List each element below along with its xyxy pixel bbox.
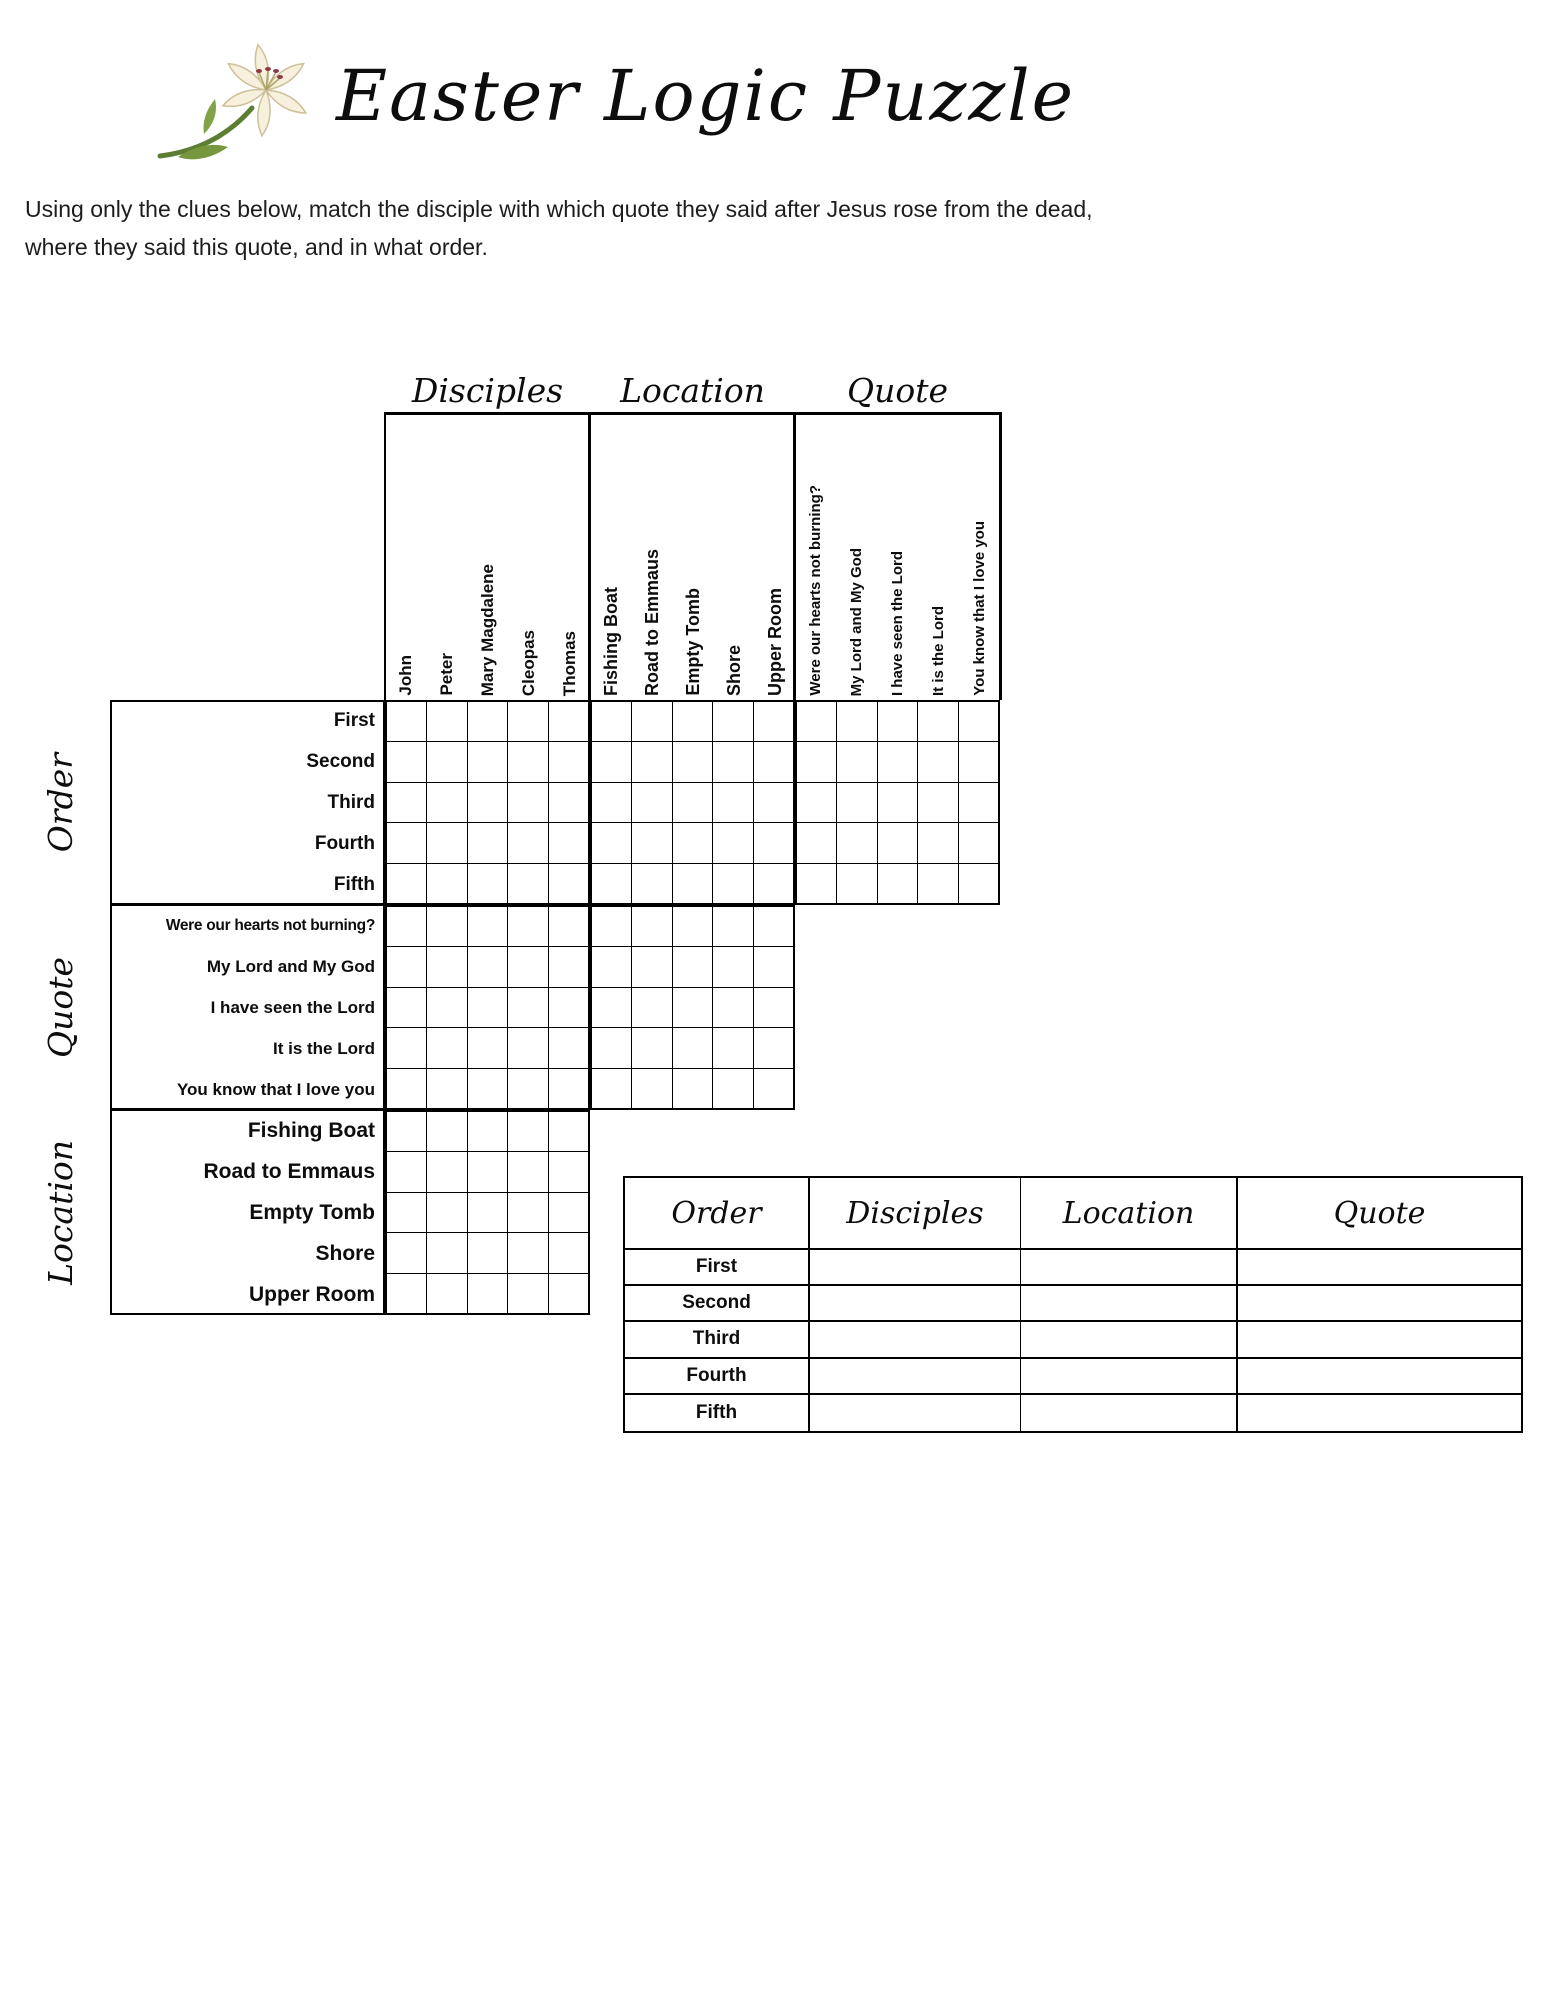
grid-cell	[549, 742, 588, 781]
grid-cell	[387, 947, 426, 986]
column-header-label: Peter	[437, 653, 456, 696]
instructions	[25, 190, 1093, 266]
grid-cell	[878, 702, 917, 741]
column-group-label-location: Location	[620, 371, 765, 410]
grid-cell	[468, 1233, 507, 1272]
solution-header-disciples: Disciples	[810, 1178, 1021, 1250]
row-label-empty-tomb: Empty Tomb	[249, 1200, 375, 1224]
grid-cell	[632, 947, 671, 986]
solution-cell	[1238, 1322, 1521, 1358]
grid-cell	[797, 783, 836, 822]
grid-cell	[959, 742, 998, 781]
grid-cell	[387, 1069, 426, 1108]
grid-cell	[508, 1193, 547, 1232]
grid-cell	[918, 742, 957, 781]
row-label-upper-room: Upper Room	[249, 1282, 375, 1306]
grid-cell	[468, 907, 507, 946]
grid-cell	[592, 702, 631, 741]
grid-cell	[592, 783, 631, 822]
row-group-label: Location	[40, 1140, 80, 1285]
grid-cell	[592, 864, 631, 903]
grid-cell	[468, 702, 507, 741]
grid-cell	[508, 783, 547, 822]
row-group-label-order	[16, 700, 104, 905]
grid-cell	[387, 907, 426, 946]
row-label-road-to-emmaus: Road to Emmaus	[203, 1159, 375, 1183]
grid-cell	[592, 988, 631, 1027]
row-label-my-lord-my-god: My Lord and My God	[206, 956, 375, 976]
solution-cell	[810, 1250, 1021, 1286]
solution-header-quote: Quote	[1238, 1178, 1521, 1250]
grid-cell	[673, 702, 712, 741]
grid-cell	[673, 783, 712, 822]
grid-cell	[387, 1233, 426, 1272]
grid-cell	[427, 1193, 466, 1232]
grid-cell	[427, 988, 466, 1027]
grid-block-order-quote	[795, 700, 1000, 905]
column-header-upper-room	[754, 418, 795, 696]
column-header-were-our-hearts	[795, 418, 836, 696]
column-group-label-disciples: Disciples	[411, 371, 564, 410]
column-header-empty-tomb	[672, 418, 713, 696]
grid-cell	[427, 702, 466, 741]
grid-cell	[713, 783, 752, 822]
instructions-line-1: Using only the clues below, match the disciple with which quote they said after Jesus rose from the dead,	[25, 196, 1093, 222]
grid-cell	[387, 783, 426, 822]
row-label-it-is-the-lord: It is the Lord	[273, 1038, 375, 1058]
grid-cell	[427, 947, 466, 986]
column-header-john	[385, 418, 426, 696]
grid-cell	[508, 1274, 547, 1313]
lily-icon	[148, 38, 348, 163]
column-header-peter	[426, 418, 467, 696]
grid-cell	[632, 742, 671, 781]
solution-cell	[1238, 1286, 1521, 1322]
grid-cell	[592, 742, 631, 781]
grid-cell	[387, 702, 426, 741]
grid-cell	[549, 907, 588, 946]
solution-cell	[810, 1322, 1021, 1358]
row-label-seen-the-lord: I have seen the Lord	[210, 997, 375, 1017]
grid-cell	[592, 1069, 631, 1108]
grid-cell	[387, 1028, 426, 1067]
solution-cell	[1021, 1250, 1238, 1286]
grid-cell	[754, 783, 793, 822]
grid-cell	[673, 823, 712, 862]
solution-row-label-fifth: Fifth	[625, 1395, 810, 1431]
grid-cell	[427, 1028, 466, 1067]
row-group-label-quote	[16, 905, 104, 1110]
row-label-know-i-love-you: You know that I love you	[176, 1079, 375, 1099]
column-header-label: Road to Emmaus	[641, 548, 662, 696]
column-header-fishing-boat	[590, 418, 631, 696]
grid-cell	[427, 864, 466, 903]
grid-cell	[427, 783, 466, 822]
grid-cell	[754, 1069, 793, 1108]
grid-cell	[592, 823, 631, 862]
grid-cell	[549, 864, 588, 903]
grid-cell	[468, 1152, 507, 1191]
grid-cell	[878, 864, 917, 903]
header-underline	[384, 412, 1002, 415]
grid-cell	[549, 702, 588, 741]
column-header-know-i-love-you	[959, 418, 1000, 696]
grid-cell	[918, 864, 957, 903]
solution-row-label-first: First	[625, 1250, 810, 1286]
grid-cell	[427, 1233, 466, 1272]
grid-cell	[713, 1028, 752, 1067]
grid-cell	[673, 907, 712, 946]
solution-row-label-second: Second	[625, 1286, 810, 1322]
grid-cell	[549, 823, 588, 862]
grid-cell	[468, 864, 507, 903]
grid-cell	[673, 947, 712, 986]
column-header-thomas	[549, 418, 590, 696]
grid-cell	[549, 1274, 588, 1313]
grid-cell	[754, 947, 793, 986]
row-label-shore: Shore	[315, 1241, 375, 1265]
grid-cell	[673, 742, 712, 781]
row-group-label: Quote	[40, 957, 80, 1058]
grid-cell	[837, 823, 876, 862]
grid-cell	[713, 1069, 752, 1108]
grid-cell	[754, 823, 793, 862]
grid-cell	[592, 947, 631, 986]
grid-cell	[713, 988, 752, 1027]
grid-cell	[797, 702, 836, 741]
grid-cell	[878, 783, 917, 822]
grid-cell	[387, 1274, 426, 1313]
grid-cell	[673, 1028, 712, 1067]
grid-cell	[797, 823, 836, 862]
grid-cell	[549, 988, 588, 1027]
solution-cell	[1238, 1359, 1521, 1395]
grid-cell	[427, 1069, 466, 1108]
column-header-shore	[713, 418, 754, 696]
grid-cell	[592, 907, 631, 946]
solution-cell	[1238, 1395, 1521, 1431]
row-label-third: Third	[327, 791, 375, 813]
grid-cell	[754, 702, 793, 741]
grid-cell	[837, 702, 876, 741]
grid-cell	[508, 988, 547, 1027]
grid-cell	[632, 823, 671, 862]
column-header-label: Cleopas	[519, 629, 538, 696]
grid-cell	[959, 702, 998, 741]
grid-cell	[878, 823, 917, 862]
grid-cell	[508, 823, 547, 862]
grid-cell	[918, 702, 957, 741]
grid-cell	[713, 907, 752, 946]
grid-cell	[468, 1274, 507, 1313]
grid-cell	[427, 742, 466, 781]
column-header-my-lord-my-god	[836, 418, 877, 696]
grid-cell	[387, 742, 426, 781]
grid-cell	[549, 1028, 588, 1067]
column-header-label: John	[396, 655, 415, 696]
column-header-seen-the-lord	[877, 418, 918, 696]
grid-cell	[754, 1028, 793, 1067]
grid-cell	[508, 742, 547, 781]
grid-cell	[508, 1069, 547, 1108]
grid-cell	[959, 864, 998, 903]
solution-cell	[1021, 1286, 1238, 1322]
grid-cell	[468, 823, 507, 862]
column-header-label: My Lord and My God	[848, 547, 865, 696]
grid-cell	[549, 1069, 588, 1108]
grid-cell	[549, 1152, 588, 1191]
row-label-were-our-hearts: Were our hearts not burning?	[165, 916, 375, 934]
grid-cell	[632, 1028, 671, 1067]
grid-cell	[387, 864, 426, 903]
grid-cell	[508, 907, 547, 946]
grid-cell	[754, 988, 793, 1027]
grid-cell	[713, 702, 752, 741]
solution-cell	[810, 1286, 1021, 1322]
grid-cell	[508, 702, 547, 741]
grid-cell	[427, 1274, 466, 1313]
column-header-cleopas	[508, 418, 549, 696]
grid-cell	[549, 1233, 588, 1272]
column-header-label: You know that I love you	[971, 521, 988, 696]
solution-header-location: Location	[1021, 1178, 1238, 1250]
grid-cell	[837, 742, 876, 781]
grid-cell	[468, 783, 507, 822]
grid-cell	[592, 1028, 631, 1067]
grid-cell	[508, 1028, 547, 1067]
grid-cell	[549, 947, 588, 986]
column-header-label: Thomas	[560, 630, 579, 696]
grid-cell	[427, 907, 466, 946]
grid-cell	[387, 988, 426, 1027]
column-header-label: Mary Magdalene	[478, 563, 497, 696]
grid-block-order-location	[590, 700, 795, 905]
grid-cell	[918, 823, 957, 862]
row-label-fishing-boat: Fishing Boat	[247, 1118, 375, 1142]
column-header-road-to-emmaus	[631, 418, 672, 696]
grid-cell	[713, 742, 752, 781]
grid-cell	[754, 907, 793, 946]
grid-cell	[508, 1112, 547, 1151]
grid-cell	[959, 823, 998, 862]
grid-cell	[713, 864, 752, 903]
grid-cell	[959, 783, 998, 822]
grid-cell	[797, 864, 836, 903]
column-header-mary-magdalene	[467, 418, 508, 696]
grid-cell	[673, 988, 712, 1027]
column-header-label: Empty Tomb	[682, 588, 703, 696]
row-group-label: Order	[40, 752, 80, 853]
grid-cell	[427, 1112, 466, 1151]
grid-block-order-disciples	[385, 700, 590, 905]
grid-cell	[468, 1028, 507, 1067]
grid-block-quote-location	[590, 905, 795, 1110]
grid-cell	[673, 1069, 712, 1108]
solution-cell	[810, 1359, 1021, 1395]
grid-cell	[468, 947, 507, 986]
grid-cell	[837, 864, 876, 903]
grid-cell	[508, 864, 547, 903]
grid-cell	[468, 988, 507, 1027]
grid-cell	[387, 1112, 426, 1151]
grid-cell	[754, 864, 793, 903]
grid-cell	[632, 702, 671, 741]
page-title: Easter Logic Puzzle	[336, 55, 1076, 137]
column-header-label: Shore	[723, 644, 744, 696]
grid-cell	[632, 783, 671, 822]
grid-cell	[878, 742, 917, 781]
column-header-label: I have seen the Lord	[889, 550, 906, 696]
solution-row-label-third: Third	[625, 1322, 810, 1358]
grid-cell	[549, 783, 588, 822]
grid-cell	[468, 742, 507, 781]
grid-cell	[387, 1152, 426, 1191]
grid-cell	[918, 783, 957, 822]
column-header-label: Upper Room	[764, 588, 785, 696]
row-label-fourth: Fourth	[314, 832, 375, 854]
grid-cell	[427, 1152, 466, 1191]
row-label-fifth: Fifth	[333, 873, 375, 895]
column-header-label: Were our hearts not burning?	[807, 485, 824, 696]
grid-cell	[713, 823, 752, 862]
column-header-it-is-the-lord	[918, 418, 959, 696]
grid-cell	[797, 742, 836, 781]
solution-table	[623, 1176, 1523, 1433]
grid-cell	[837, 783, 876, 822]
grid-cell	[673, 864, 712, 903]
grid-cell	[468, 1112, 507, 1151]
solution-row-label-fourth: Fourth	[625, 1359, 810, 1395]
grid-cell	[468, 1193, 507, 1232]
column-group-label-quote: Quote	[847, 371, 948, 410]
solution-header-order: Order	[625, 1178, 810, 1250]
solution-cell	[1021, 1322, 1238, 1358]
grid-cell	[632, 864, 671, 903]
column-header-label: Fishing Boat	[600, 587, 621, 696]
grid-cell	[713, 947, 752, 986]
column-header-label: It is the Lord	[930, 606, 947, 696]
solution-cell	[1021, 1395, 1238, 1431]
solution-cell	[810, 1395, 1021, 1431]
row-label-second: Second	[306, 750, 375, 772]
grid-cell	[387, 823, 426, 862]
grid-block-quote-disciples	[385, 905, 590, 1110]
solution-cell	[1021, 1359, 1238, 1395]
grid-cell	[632, 907, 671, 946]
grid-cell	[632, 1069, 671, 1108]
solution-cell	[1238, 1250, 1521, 1286]
grid-cell	[754, 742, 793, 781]
grid-cell	[387, 1193, 426, 1232]
row-label-first: First	[333, 709, 375, 731]
grid-cell	[632, 988, 671, 1027]
grid-cell	[508, 947, 547, 986]
grid-cell	[549, 1193, 588, 1232]
grid-cell	[549, 1112, 588, 1151]
grid-cell	[427, 823, 466, 862]
grid-cell	[508, 1233, 547, 1272]
grid-cell	[508, 1152, 547, 1191]
grid-cell	[468, 1069, 507, 1108]
instructions-line-2: where they said this quote, and in what order.	[25, 234, 488, 260]
grid-block-location-disciples	[385, 1110, 590, 1315]
row-group-label-location	[16, 1110, 104, 1315]
